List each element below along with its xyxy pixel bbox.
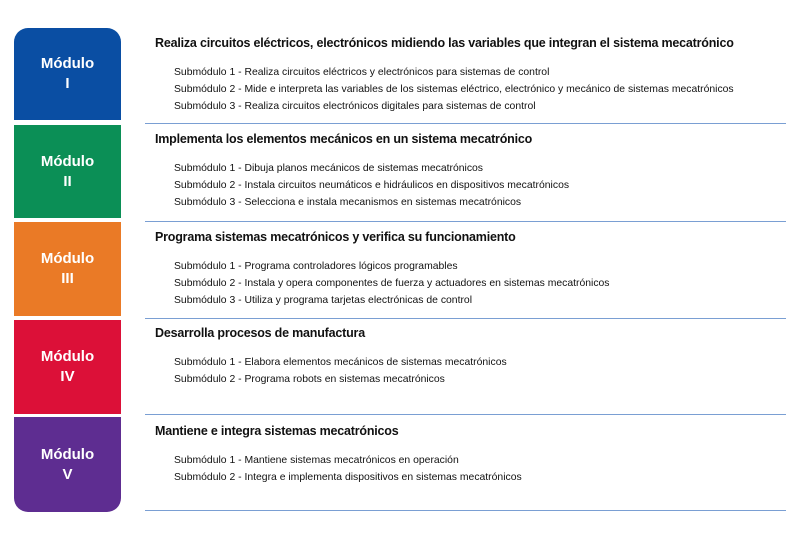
- module-badge-numeral: III: [61, 270, 74, 287]
- submodule-item: Submódulo 3 - Utiliza y programa tarjetas electrónicas de control: [174, 295, 473, 306]
- module-badge-1: [14, 28, 121, 120]
- module-content-3: [155, 229, 795, 309]
- module-title: Programa sistemas mecatrónicos y verifica su funcionamiento: [155, 230, 516, 244]
- module-badge-label: Módulo: [40, 445, 95, 463]
- module-badge-5: [14, 417, 121, 512]
- section-divider: [145, 510, 786, 511]
- submodule-item: Submódulo 1 - Realiza circuitos eléctricos y electrónicos para sistemas de control: [174, 67, 550, 78]
- submodule-item: Submódulo 2 - Programa robots en sistemas mecatrónicos: [174, 374, 445, 385]
- module-content-1: [155, 35, 795, 115]
- module-title: Mantiene e integra sistemas mecatrónicos: [155, 424, 399, 438]
- section-divider: [145, 414, 786, 415]
- module-badge-label: Módulo: [40, 250, 95, 267]
- submodule-list: [155, 354, 795, 388]
- section-divider: [145, 221, 786, 222]
- submodule-list: [155, 160, 795, 211]
- module-badge-label: Módulo: [40, 348, 95, 365]
- submodule-item: Submódulo 1 - Dibuja planos mecánicos de sistemas mecatrónicos: [174, 163, 483, 174]
- submodule-item: Submódulo 1 - Elabora elementos mecánicos de sistemas mecatrónicos: [174, 357, 507, 368]
- submodule-list: [155, 258, 795, 309]
- module-badge-3: [14, 222, 121, 316]
- module-badge-2: [14, 125, 121, 218]
- submodule-item: Submódulo 3 - Selecciona e instala mecanismos en sistemas mecatrónicos: [174, 197, 522, 208]
- submodule-item: Submódulo 2 - Mide e interpreta las variables de los sistemas eléctrico, electrónico y mecánico de sistemas mecatrónicos: [174, 84, 734, 95]
- submodule-item: Submódulo 1 - Programa controladores lógicos programables: [174, 261, 458, 272]
- module-title: Desarrolla procesos de manufactura: [155, 326, 365, 340]
- module-badge-label: Módulo: [40, 55, 95, 72]
- submodule-list: [155, 452, 795, 486]
- submodule-item: Submódulo 2 - Instala circuitos neumáticos e hidráulicos en dispositivos mecatrónicos: [174, 180, 570, 191]
- module-badge-4: [14, 320, 121, 414]
- section-divider: [145, 318, 786, 319]
- module-content-5: [155, 423, 795, 486]
- submodule-list: [155, 64, 795, 115]
- submodule-item: Submódulo 2 - Integra e implementa dispositivos en sistemas mecatrónicos: [174, 472, 522, 483]
- section-divider: [145, 123, 786, 124]
- submodule-item: Submódulo 1 - Mantiene sistemas mecatrónicos en operación: [174, 455, 459, 466]
- submodule-item: Submódulo 3 - Realiza circuitos electrónicos digitales para sistemas de control: [174, 101, 536, 112]
- module-badge-numeral: IV: [60, 368, 75, 385]
- module-badge-label: Módulo: [40, 152, 95, 170]
- module-badge-numeral: II: [63, 172, 72, 190]
- module-content-4: [155, 325, 795, 388]
- module-badge-numeral: I: [65, 75, 70, 92]
- submodule-item: Submódulo 2 - Instala y opera componentes de fuerza y actuadores en sistemas mecatrónicos: [174, 278, 610, 289]
- module-title: Implementa los elementos mecánicos en un sistema mecatrónico: [155, 132, 533, 146]
- module-title: Realiza circuitos eléctricos, electrónicos midiendo las variables que integran el sistema mecatrónico: [155, 36, 734, 50]
- module-badge-numeral: V: [62, 465, 73, 483]
- module-content-2: [155, 131, 795, 211]
